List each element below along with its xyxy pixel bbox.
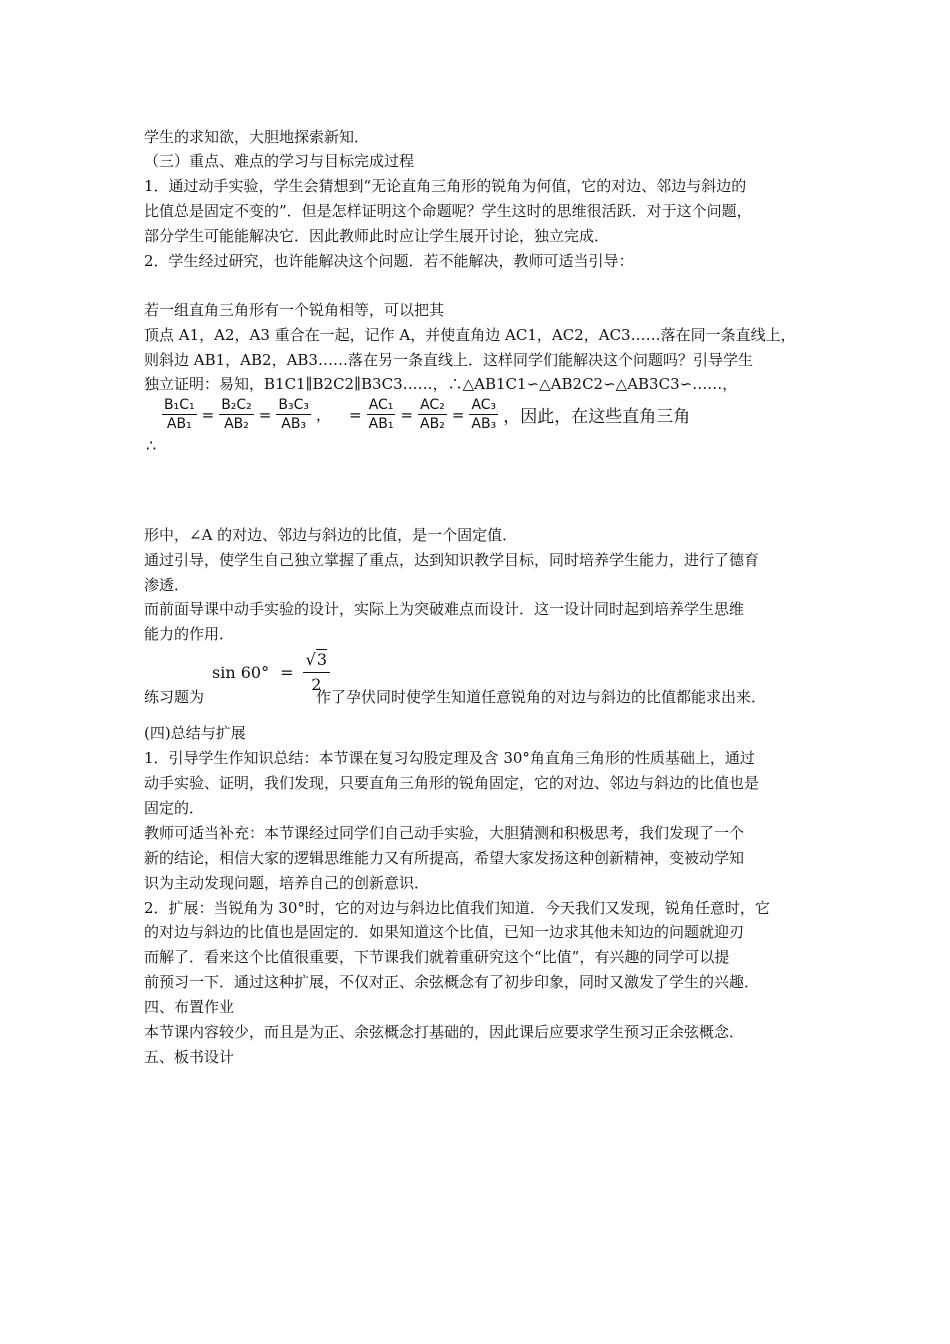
paragraph-line: 学生的求知欲，大胆地探索新知． bbox=[144, 128, 370, 146]
paragraph-line: 新的结论，相信大家的逻辑思维能力又有所提高，希望大家发扬这种创新精神，变被动学知 bbox=[144, 849, 745, 867]
therefore-symbol: ∴ bbox=[146, 436, 157, 455]
equals-sign: = bbox=[258, 405, 272, 424]
paragraph-line: 识为主动发现问题，培养自己的创新意识． bbox=[144, 874, 430, 892]
fraction-b1c1-ab1 bbox=[162, 396, 197, 433]
denominator: AB₂ bbox=[224, 416, 249, 432]
section-heading: 四、布置作业 bbox=[144, 998, 235, 1016]
denominator: AB₁ bbox=[368, 416, 394, 432]
paragraph-line: 顶点 A1，A2，A3 重合在一起，记作 A，并使直角边 AC1，AC2，AC3……落在同一条直线上， bbox=[144, 326, 796, 344]
sin-label: sin 60° bbox=[212, 663, 270, 682]
paragraph-line: 而前面导课中动手实验的设计，实际上为突破难点而设计．这一设计同时起到培养学生思维 bbox=[144, 600, 745, 618]
equals-sign: = bbox=[349, 405, 362, 424]
ratio-equation bbox=[160, 396, 693, 433]
denominator: AB₂ bbox=[420, 416, 445, 432]
sin60-formula bbox=[212, 648, 330, 697]
equals-sign: = bbox=[400, 405, 414, 424]
paragraph-line: 动手实验、证明，我们发现，只要直角三角形的锐角固定，它的对边、邻边与斜边的比值也是 bbox=[144, 774, 760, 792]
paragraph-line: 2．学生经过研究，也许能解决这个问题．若不能解决，教师可适当引导： bbox=[144, 252, 634, 270]
paragraph-line: 则斜边 AB1，AB2，AB3……落在另一条直线上．这样同学们能解决这个问题吗？引导学生 bbox=[144, 351, 753, 369]
equals-sign: = bbox=[201, 405, 215, 424]
section-heading: (四)总结与扩展 bbox=[144, 724, 246, 742]
numerator: B₂C₂ bbox=[221, 397, 252, 413]
paragraph-line: 能力的作用． bbox=[144, 625, 235, 643]
section-heading: 五、板书设计 bbox=[144, 1048, 235, 1066]
fraction-ac3-ab3 bbox=[469, 396, 498, 433]
numerator: AC₃ bbox=[469, 396, 498, 415]
radicand: 3 bbox=[316, 650, 328, 669]
paragraph-line: 形中，∠A 的对边、邻边与斜边的比值，是一个固定值． bbox=[144, 526, 518, 544]
paragraph-line: 前预习一下．通过这种扩展，不仅对正、余弦概念有了初步印象，同时又激发了学生的兴趣． bbox=[144, 973, 760, 991]
paragraph-line: 教师可适当补充：本节课经过同学们自己动手实验，大胆猜测和积极思考，我们发现了一个 bbox=[144, 824, 745, 842]
paragraph-line: 独立证明：易知，B1C1∥B2C2∥B3C3……，∴△AB1C1∽△AB2C2∽△AB3C3∽……， bbox=[144, 375, 738, 393]
paragraph-line: 1．通过动手实验，学生会猜想到“无论直角三角形的锐角为何值，它的对边、邻边与斜边的 bbox=[144, 177, 747, 195]
paragraph-line: 部分学生可能能解决它．因此教师此时应让学生展开讨论，独立完成． bbox=[144, 227, 610, 245]
paragraph-line: 1．引导学生作知识总结：本节课在复习勾股定理及含 30°角直角三角形的性质基础上，通过 bbox=[144, 749, 755, 767]
paragraph-line: 通过引导，使学生自己独立掌握了重点，达到知识教学目标，同时培养学生能力，进行了德育 bbox=[144, 551, 760, 569]
numerator: AC₂ bbox=[418, 396, 447, 415]
paragraph-line: 固定的． bbox=[144, 799, 205, 817]
exercise-label: 练习题为 bbox=[144, 688, 205, 706]
comma: ， bbox=[315, 406, 331, 424]
denominator: AB₃ bbox=[281, 416, 307, 432]
numerator: B₁C₁ bbox=[164, 397, 195, 413]
fraction-b2c2-ab2 bbox=[219, 396, 254, 433]
paragraph-line: 本节课内容较少，而且是为正、余弦概念打基础的，因此课后应要求学生预习正余弦概念． bbox=[144, 1023, 745, 1041]
equation-tail-text: ，因此，在这些直角三角 bbox=[503, 407, 691, 427]
fraction-ac2-ab2 bbox=[418, 396, 447, 433]
paragraph-line: 渗透． bbox=[144, 576, 190, 594]
equals-sign: = bbox=[451, 405, 465, 424]
fraction-b3c3-ab3 bbox=[276, 396, 311, 433]
numerator bbox=[303, 648, 330, 673]
paragraph-line: 而解了．看来这个比值很重要，下节课我们就着重研究这个“比值”，有兴趣的同学可以提 bbox=[144, 948, 730, 966]
paragraph-line: 2．扩展：当锐角为 30°时，它的对边与斜边比值我们知道．今天我们又发现，锐角任意时，它 bbox=[144, 899, 770, 917]
denominator: 2 bbox=[311, 675, 322, 694]
numerator: B₃C₃ bbox=[278, 397, 309, 413]
paragraph-line: 若一组直角三角形有一个锐角相等，可以把其 bbox=[144, 301, 445, 319]
fraction-ac1-ab1 bbox=[367, 396, 396, 433]
denominator: AB₃ bbox=[471, 416, 497, 432]
denominator: AB₁ bbox=[166, 416, 192, 432]
paragraph-line: 作了孕伏同时使学生知道任意锐角的对边与斜边的比值都能求出来． bbox=[316, 688, 767, 706]
section-heading: （三）重点、难点的学习与目标完成过程 bbox=[144, 152, 415, 170]
paragraph-line: 的对边与斜边的比值也是固定的．如果知道这个比值，已知一边求其他未知边的问题就迎刃 bbox=[144, 923, 745, 941]
numerator: AC₁ bbox=[367, 396, 396, 415]
sqrt-sign: √ bbox=[305, 650, 316, 669]
paragraph-line: 比值总是固定不变的”．但是怎样证明这个命题呢？学生这时的思维很活跃．对于这个问题， bbox=[144, 202, 752, 220]
equals-sign: = bbox=[280, 663, 294, 682]
